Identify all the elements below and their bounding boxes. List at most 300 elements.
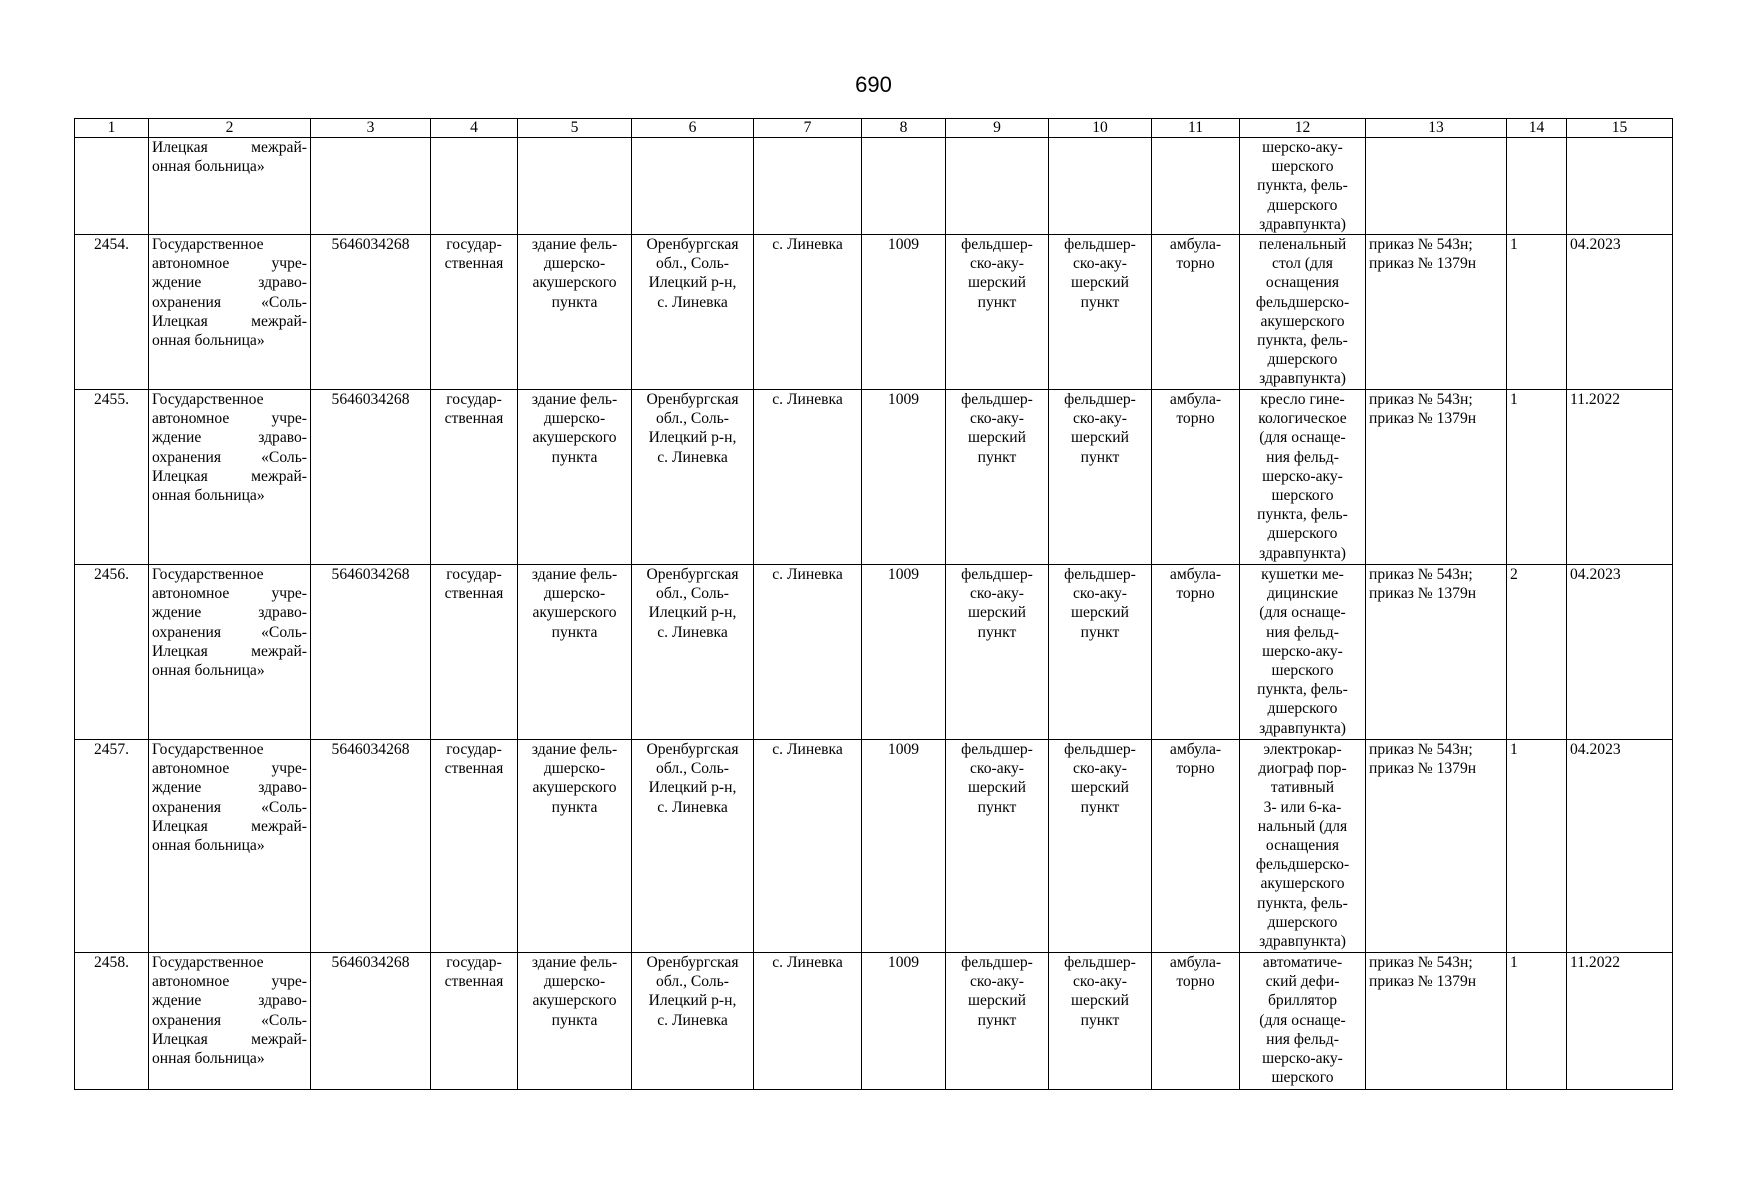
org-line: охранения «Соль- <box>152 623 307 641</box>
unit-line: фельдшер- <box>1064 954 1136 972</box>
equipment-line: дшерского <box>1267 351 1338 369</box>
cell-date: 04.2023 <box>1567 565 1673 740</box>
cell-order <box>1366 390 1507 565</box>
address-line: с. Линевка <box>657 798 728 816</box>
org-line: автономное учре- <box>152 760 307 778</box>
care-line: амбула- <box>1169 741 1222 759</box>
cell-num: 2457. <box>75 740 149 953</box>
unit-line: пункт <box>1080 448 1120 466</box>
cell-population: 1009 <box>862 740 946 953</box>
cell-ownership <box>431 953 518 1090</box>
cell-care <box>1152 953 1240 1090</box>
cell-care <box>1152 138 1240 235</box>
cell-building <box>518 740 632 953</box>
column-header-8: 8 <box>862 119 946 138</box>
unit-line: фельдшер- <box>1064 566 1136 584</box>
cell-ownership <box>431 740 518 953</box>
table-row <box>75 953 1673 1090</box>
unit-type-line: ско-аку- <box>970 410 1024 428</box>
order-line: приказ № 1379н <box>1369 255 1477 273</box>
address-line: Оренбургская <box>646 391 739 409</box>
address-line: с. Линевка <box>657 1011 728 1029</box>
unit-type-line: фельдшер- <box>961 954 1033 972</box>
equipment-line: дшерского <box>1267 913 1338 931</box>
cell-address <box>632 740 754 953</box>
equipment-line: здравпункта) <box>1259 215 1346 233</box>
cell-organization <box>149 565 311 740</box>
unit-type-line: шерский <box>968 779 1026 797</box>
org-line: охранения «Соль- <box>152 448 307 466</box>
building-line: дшерско- <box>543 410 606 428</box>
org-line: онная больница» <box>152 332 265 350</box>
care-line: торно <box>1176 410 1215 428</box>
org-line: онная больница» <box>152 487 265 505</box>
cell-unit <box>1049 390 1152 565</box>
address-line: Илецкий р-н, <box>648 604 737 622</box>
org-line: Илецкая межрай- <box>152 139 307 156</box>
cell-organization <box>149 235 311 390</box>
column-header-7: 7 <box>754 119 862 138</box>
equipment-line: автоматиче- <box>1262 954 1343 972</box>
equipment-line: диограф пор- <box>1258 760 1347 778</box>
unit-type-line: ско-аку- <box>970 585 1024 603</box>
org-line: Государственное <box>152 566 264 584</box>
equipment-line: шерского <box>1271 158 1334 176</box>
cell-date <box>1567 138 1673 235</box>
equipment-line: пункта, фель- <box>1257 681 1348 699</box>
cell-population: 1009 <box>862 235 946 390</box>
column-header-4: 4 <box>431 119 518 138</box>
equipment-line: стол (для <box>1272 255 1333 273</box>
org-line: автономное учре- <box>152 410 307 428</box>
cell-qty: 1 <box>1507 235 1567 390</box>
address-line: обл., Соль- <box>656 255 729 273</box>
org-line: автономное учре- <box>152 973 307 991</box>
address-line: обл., Соль- <box>656 585 729 603</box>
cell-num: 2458. <box>75 953 149 1090</box>
table-row <box>75 740 1673 953</box>
care-line: торно <box>1176 585 1215 603</box>
equipment-line: шерско-аку- <box>1262 467 1343 485</box>
equipment-line: (для оснаще- <box>1259 604 1346 622</box>
org-line: охранения «Соль- <box>152 1011 307 1029</box>
unit-line: фельдшер- <box>1064 741 1136 759</box>
equipment-line: шерского <box>1271 662 1334 680</box>
cell-equipment <box>1240 390 1366 565</box>
building-line: дшерско- <box>543 255 606 273</box>
cell-ownership <box>431 390 518 565</box>
unit-line: шерский <box>1071 779 1129 797</box>
cell-order <box>1366 235 1507 390</box>
order-line: приказ № 1379н <box>1369 973 1477 991</box>
care-line: амбула- <box>1169 391 1222 409</box>
equipment-line: кресло гине- <box>1260 391 1345 409</box>
building-line: пункта <box>551 623 598 641</box>
page-number: 690 <box>855 72 892 97</box>
unit-type-line: шерский <box>968 992 1026 1010</box>
org-line: охранения «Соль- <box>152 798 307 816</box>
org-line: Илецкая межрай- <box>152 642 307 660</box>
unit-line: ско-аку- <box>1073 255 1127 273</box>
ownership-line: государ- <box>446 391 502 409</box>
ownership-line: ственная <box>444 760 504 778</box>
column-header-5: 5 <box>518 119 632 138</box>
equipment-line: пункта, фель- <box>1257 506 1348 524</box>
order-line: приказ № 1379н <box>1369 410 1477 428</box>
org-line: Государственное <box>152 236 264 254</box>
building-line: здание фель- <box>531 566 618 584</box>
cell-address <box>632 953 754 1090</box>
cell-population: 1009 <box>862 565 946 740</box>
address-line: Илецкий р-н, <box>648 992 737 1010</box>
building-line: акушерского <box>532 274 617 292</box>
equipment-line: здравпункта) <box>1259 719 1346 737</box>
cell-ownership <box>431 138 518 235</box>
header-row <box>75 119 1673 138</box>
cell-unit-type <box>946 740 1049 953</box>
building-line: здание фель- <box>531 391 618 409</box>
cell-address <box>632 138 754 235</box>
care-line: торно <box>1176 760 1215 778</box>
equipment-line: шерско-аку- <box>1262 139 1343 156</box>
equipment-line: здравпункта) <box>1259 544 1346 562</box>
cell-num: 2454. <box>75 235 149 390</box>
cell-num <box>75 138 149 235</box>
equipment-line: фельдшерско- <box>1255 856 1350 874</box>
cell-order <box>1366 138 1507 235</box>
unit-line: шерский <box>1071 429 1129 447</box>
address-line: обл., Соль- <box>656 410 729 428</box>
cell-settlement <box>754 138 862 235</box>
building-line: дшерско- <box>543 973 606 991</box>
equipment-line: 3- или 6-ка- <box>1263 798 1342 816</box>
org-line: Государственное <box>152 741 264 759</box>
cell-care <box>1152 740 1240 953</box>
cell-unit-type <box>946 390 1049 565</box>
unit-type-line: фельдшер- <box>961 566 1033 584</box>
unit-type-line: пункт <box>977 798 1017 816</box>
care-line: торно <box>1176 973 1215 991</box>
unit-line: ско-аку- <box>1073 973 1127 991</box>
equipment-line: здравпункта) <box>1259 933 1346 951</box>
unit-type-line: ско-аку- <box>970 760 1024 778</box>
cell-population: 1009 <box>862 953 946 1090</box>
cell-building <box>518 390 632 565</box>
org-line: онная больница» <box>152 1050 265 1068</box>
column-header-12: 12 <box>1240 119 1366 138</box>
address-line: Илецкий р-н, <box>648 429 737 447</box>
unit-line: пункт <box>1080 798 1120 816</box>
column-header-11: 11 <box>1152 119 1240 138</box>
column-header-13: 13 <box>1366 119 1507 138</box>
order-line: приказ № 543н; <box>1369 741 1473 759</box>
ownership-line: ственная <box>444 585 504 603</box>
cell-unit-type <box>946 138 1049 235</box>
cell-address <box>632 235 754 390</box>
address-line: обл., Соль- <box>656 760 729 778</box>
address-line: Оренбургская <box>646 566 739 584</box>
cell-equipment <box>1240 565 1366 740</box>
cell-organization <box>149 953 311 1090</box>
unit-line: фельдшер- <box>1064 391 1136 409</box>
unit-type-line: пункт <box>977 1011 1017 1029</box>
equipment-line: дшерского <box>1267 700 1338 718</box>
ownership-line: государ- <box>446 741 502 759</box>
org-line: Государственное <box>152 954 264 972</box>
cell-unit-type <box>946 235 1049 390</box>
org-line: Илецкая межрай- <box>152 817 307 835</box>
continuation-row <box>75 138 1673 235</box>
registry-table <box>74 118 1673 1090</box>
unit-type-line: шерский <box>968 604 1026 622</box>
order-line: приказ № 543н; <box>1369 566 1473 584</box>
cell-population: 1009 <box>862 390 946 565</box>
table-row <box>75 390 1673 565</box>
building-line: здание фель- <box>531 741 618 759</box>
equipment-line: акушерского <box>1260 312 1345 330</box>
building-line: дшерско- <box>543 585 606 603</box>
equipment-line: пункта, фель- <box>1257 894 1348 912</box>
table-row <box>75 565 1673 740</box>
org-line: Илецкая межрай- <box>152 467 307 485</box>
order-line: приказ № 543н; <box>1369 391 1473 409</box>
column-header-15: 15 <box>1567 119 1673 138</box>
unit-type-line: шерский <box>968 429 1026 447</box>
unit-line: пункт <box>1080 623 1120 641</box>
cell-ownership <box>431 235 518 390</box>
unit-line: ско-аку- <box>1073 410 1127 428</box>
order-line: приказ № 543н; <box>1369 954 1473 972</box>
care-line: амбула- <box>1169 566 1222 584</box>
cell-qty: 2 <box>1507 565 1567 740</box>
ownership-line: ственная <box>444 973 504 991</box>
table-body <box>75 138 1673 1090</box>
unit-line: пункт <box>1080 293 1120 311</box>
unit-line: шерский <box>1071 992 1129 1010</box>
org-line: онная больница» <box>152 662 265 680</box>
cell-date: 04.2023 <box>1567 235 1673 390</box>
column-header-3: 3 <box>311 119 431 138</box>
cell-date: 11.2022 <box>1567 390 1673 565</box>
equipment-line: шерского <box>1271 487 1334 505</box>
equipment-line: бриллятор <box>1267 992 1337 1010</box>
equipment-line: дицинские <box>1266 585 1339 603</box>
cell-unit-type <box>946 953 1049 1090</box>
building-line: пункта <box>551 448 598 466</box>
cell-ownership <box>431 565 518 740</box>
order-line: приказ № 1379н <box>1369 760 1477 778</box>
cell-settlement: с. Линевка <box>754 740 862 953</box>
equipment-line: шерско-аку- <box>1262 1050 1343 1068</box>
address-line: Оренбургская <box>646 741 739 759</box>
cell-qty: 1 <box>1507 740 1567 953</box>
cell-equipment <box>1240 235 1366 390</box>
order-line: приказ № 1379н <box>1369 585 1477 603</box>
equipment-line: ния фельд- <box>1266 1030 1339 1048</box>
building-line: акушерского <box>532 992 617 1010</box>
cell-inn: 5646034268 <box>311 565 431 740</box>
equipment-line: пункта, фель- <box>1257 177 1348 195</box>
equipment-line: дшерского <box>1267 196 1338 214</box>
unit-type-line: фельдшер- <box>961 741 1033 759</box>
care-line: амбула- <box>1169 954 1222 972</box>
unit-type-line: пункт <box>977 448 1017 466</box>
building-line: дшерско- <box>543 760 606 778</box>
cell-address <box>632 565 754 740</box>
address-line: Илецкий р-н, <box>648 779 737 797</box>
cell-unit <box>1049 565 1152 740</box>
cell-inn <box>311 138 431 235</box>
unit-line: ско-аку- <box>1073 585 1127 603</box>
org-line: Государственное <box>152 391 264 409</box>
cell-population <box>862 138 946 235</box>
org-line: ждение здраво- <box>152 604 307 622</box>
equipment-line: дшерского <box>1267 525 1338 543</box>
unit-type-line: пункт <box>977 623 1017 641</box>
org-line: ждение здраво- <box>152 779 307 797</box>
unit-line: ско-аку- <box>1073 760 1127 778</box>
column-header-6: 6 <box>632 119 754 138</box>
building-line: здание фель- <box>531 954 618 972</box>
equipment-line: пеленальный <box>1258 236 1347 254</box>
equipment-line: оснащения <box>1265 837 1340 855</box>
unit-type-line: ско-аку- <box>970 973 1024 991</box>
equipment-line: кушетки ме- <box>1261 566 1344 584</box>
cell-unit <box>1049 138 1152 235</box>
cell-settlement: с. Линевка <box>754 565 862 740</box>
building-line: пункта <box>551 293 598 311</box>
building-line: акушерского <box>532 429 617 447</box>
cell-num: 2455. <box>75 390 149 565</box>
org-line: онная больница» <box>152 837 265 855</box>
equipment-line: оснащения <box>1265 274 1340 292</box>
unit-type-line: пункт <box>977 293 1017 311</box>
cell-settlement: с. Линевка <box>754 953 862 1090</box>
org-line: автономное учре- <box>152 255 307 273</box>
cell-unit <box>1049 953 1152 1090</box>
unit-line: шерский <box>1071 274 1129 292</box>
cell-unit-type <box>946 565 1049 740</box>
cell-care <box>1152 390 1240 565</box>
ownership-line: государ- <box>446 566 502 584</box>
cell-order <box>1366 953 1507 1090</box>
unit-type-line: фельдшер- <box>961 236 1033 254</box>
cell-organization <box>149 138 311 235</box>
equipment-line: здравпункта) <box>1259 370 1346 388</box>
equipment-line: тативный <box>1270 779 1335 797</box>
equipment-line: нальный (для <box>1257 817 1348 835</box>
cell-building <box>518 565 632 740</box>
column-header-2: 2 <box>149 119 311 138</box>
cell-num: 2456. <box>75 565 149 740</box>
equipment-line: ния фельд- <box>1266 623 1339 641</box>
cell-qty <box>1507 138 1567 235</box>
column-header-10: 10 <box>1049 119 1152 138</box>
cell-equipment <box>1240 740 1366 953</box>
cell-organization <box>149 740 311 953</box>
org-line: автономное учре- <box>152 585 307 603</box>
cell-care <box>1152 565 1240 740</box>
equipment-line: ния фельд- <box>1266 448 1339 466</box>
equipment-line: пункта, фель- <box>1257 332 1348 350</box>
order-line: приказ № 543н; <box>1369 236 1473 254</box>
unit-type-line: шерский <box>968 274 1026 292</box>
cell-qty: 1 <box>1507 390 1567 565</box>
address-line: с. Линевка <box>657 448 728 466</box>
address-line: с. Линевка <box>657 293 728 311</box>
cell-settlement: с. Линевка <box>754 390 862 565</box>
equipment-line: шерско-аку- <box>1262 642 1343 660</box>
org-line: онная больница» <box>152 158 265 176</box>
address-line: Оренбургская <box>646 954 739 972</box>
cell-building <box>518 235 632 390</box>
cell-address <box>632 390 754 565</box>
ownership-line: государ- <box>446 236 502 254</box>
equipment-line: электрокар- <box>1263 741 1342 759</box>
cell-inn: 5646034268 <box>311 740 431 953</box>
cell-inn: 5646034268 <box>311 390 431 565</box>
cell-order <box>1366 740 1507 953</box>
cell-building <box>518 138 632 235</box>
building-line: акушерского <box>532 779 617 797</box>
unit-type-line: ско-аку- <box>970 255 1024 273</box>
cell-inn: 5646034268 <box>311 953 431 1090</box>
cell-care <box>1152 235 1240 390</box>
ownership-line: государ- <box>446 954 502 972</box>
building-line: здание фель- <box>531 236 618 254</box>
ownership-line: ственная <box>444 255 504 273</box>
org-line: ждение здраво- <box>152 274 307 292</box>
column-header-1: 1 <box>75 119 149 138</box>
cell-equipment <box>1240 138 1366 235</box>
unit-line: пункт <box>1080 1011 1120 1029</box>
building-line: пункта <box>551 798 598 816</box>
ownership-line: ственная <box>444 410 504 428</box>
cell-order <box>1366 565 1507 740</box>
cell-qty: 1 <box>1507 953 1567 1090</box>
unit-type-line: фельдшер- <box>961 391 1033 409</box>
table-row <box>75 235 1673 390</box>
cell-unit <box>1049 740 1152 953</box>
org-line: Илецкая межрай- <box>152 1030 307 1048</box>
address-line: с. Линевка <box>657 623 728 641</box>
cell-unit <box>1049 235 1152 390</box>
building-line: пункта <box>551 1011 598 1029</box>
equipment-line: (для оснаще- <box>1259 1011 1346 1029</box>
cell-equipment <box>1240 953 1366 1090</box>
address-line: обл., Соль- <box>656 973 729 991</box>
unit-line: шерский <box>1071 604 1129 622</box>
equipment-line: шерского <box>1271 1069 1334 1087</box>
org-line: ждение здраво- <box>152 429 307 447</box>
care-line: амбула- <box>1169 236 1222 254</box>
equipment-line: фельдшерско- <box>1255 293 1350 311</box>
org-line: ждение здраво- <box>152 992 307 1010</box>
cell-organization <box>149 390 311 565</box>
cell-date: 11.2022 <box>1567 953 1673 1090</box>
equipment-line: акушерского <box>1260 875 1345 893</box>
org-line: Илецкая межрай- <box>152 312 307 330</box>
column-header-9: 9 <box>946 119 1049 138</box>
equipment-line: кологическое <box>1258 410 1347 428</box>
building-line: акушерского <box>532 604 617 622</box>
unit-line: фельдшер- <box>1064 236 1136 254</box>
care-line: торно <box>1176 255 1215 273</box>
equipment-line: ский дефи- <box>1265 973 1340 991</box>
equipment-line: (для оснаще- <box>1259 429 1346 447</box>
address-line: Илецкий р-н, <box>648 274 737 292</box>
org-line: охранения «Соль- <box>152 293 307 311</box>
